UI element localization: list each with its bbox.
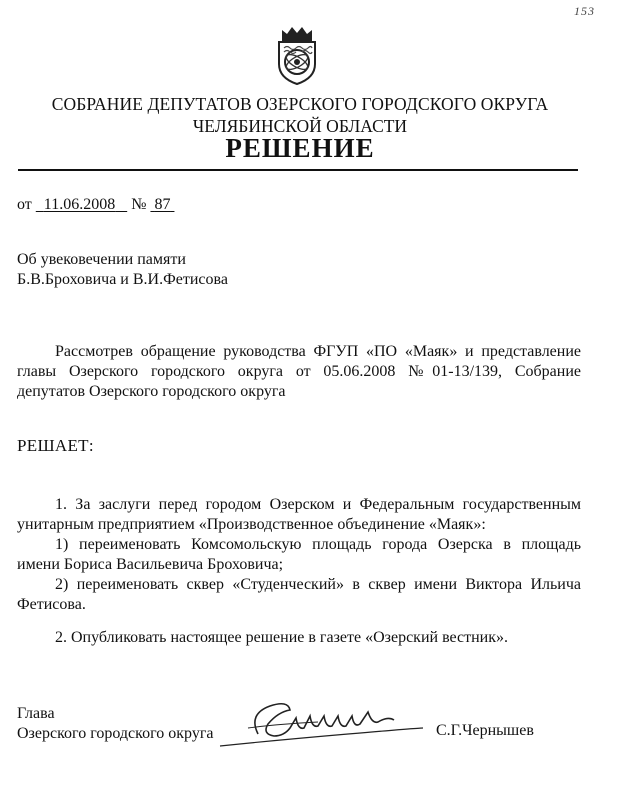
subject-line: Об увековечении памяти xyxy=(17,251,186,268)
preamble-paragraph xyxy=(17,342,581,402)
item-1-paragraph xyxy=(17,495,581,615)
signatory-title xyxy=(17,704,214,744)
date-number-line xyxy=(17,196,174,214)
signatory-title-line: Озерского городского округа xyxy=(17,725,214,742)
date-from-label: от xyxy=(17,196,32,213)
signatory-name: С.Г.Чернышев xyxy=(436,722,534,739)
document-date: 11.06.2008 xyxy=(43,196,116,213)
header-divider xyxy=(18,169,578,171)
subitem-line: 2) переименовать сквер «Студенческий» в сквер имени Виктора Ильича xyxy=(55,576,581,593)
page-number: 153 xyxy=(574,4,595,18)
number-label: № xyxy=(131,196,147,213)
subject-block xyxy=(17,250,228,290)
preamble-line: Рассмотрев обращение руководства ФГУП «ПО «Маяк» и представление xyxy=(55,343,581,360)
preamble-line: депутатов Озерского городского округа xyxy=(17,383,286,400)
item-line: унитарным предприятием «Производственное объединение «Маяк»: xyxy=(17,516,486,533)
region-title: ЧЕЛЯБИНСКОЙ ОБЛАСТИ xyxy=(192,116,408,136)
signatory-title-line: Глава xyxy=(17,705,55,722)
handwritten-signature-icon xyxy=(218,694,428,754)
city-coat-of-arms-icon xyxy=(272,24,322,86)
item-line: 2. Опубликовать настоящее решение в газете «Озерский вестник». xyxy=(55,629,509,646)
preamble-line: главы Озерского городского округа от 05.06.2008 №01-13/139, Собрание xyxy=(17,363,581,380)
document-type-title: РЕШЕНИЕ xyxy=(225,133,375,163)
item-line: 1. За заслуги перед городом Озерском и Федеральным государственным xyxy=(55,496,581,513)
resolves-heading: РЕШАЕТ: xyxy=(17,436,94,455)
subitem-line: 1) переименовать Комсомольскую площадь города Озерска в площадь xyxy=(55,536,581,553)
subject-line: Б.В.Броховича и В.И.Фетисова xyxy=(17,271,228,288)
subitem-line: Фетисова. xyxy=(17,596,86,613)
subitem-line: имени Бориса Васильевича Броховича; xyxy=(17,556,284,573)
document-number: 87 xyxy=(154,196,171,213)
item-2-paragraph xyxy=(17,628,581,648)
council-title: СОБРАНИЕ ДЕПУТАТОВ ОЗЕРСКОГО ГОРОДСКОГО ОКРУГА xyxy=(51,94,549,114)
